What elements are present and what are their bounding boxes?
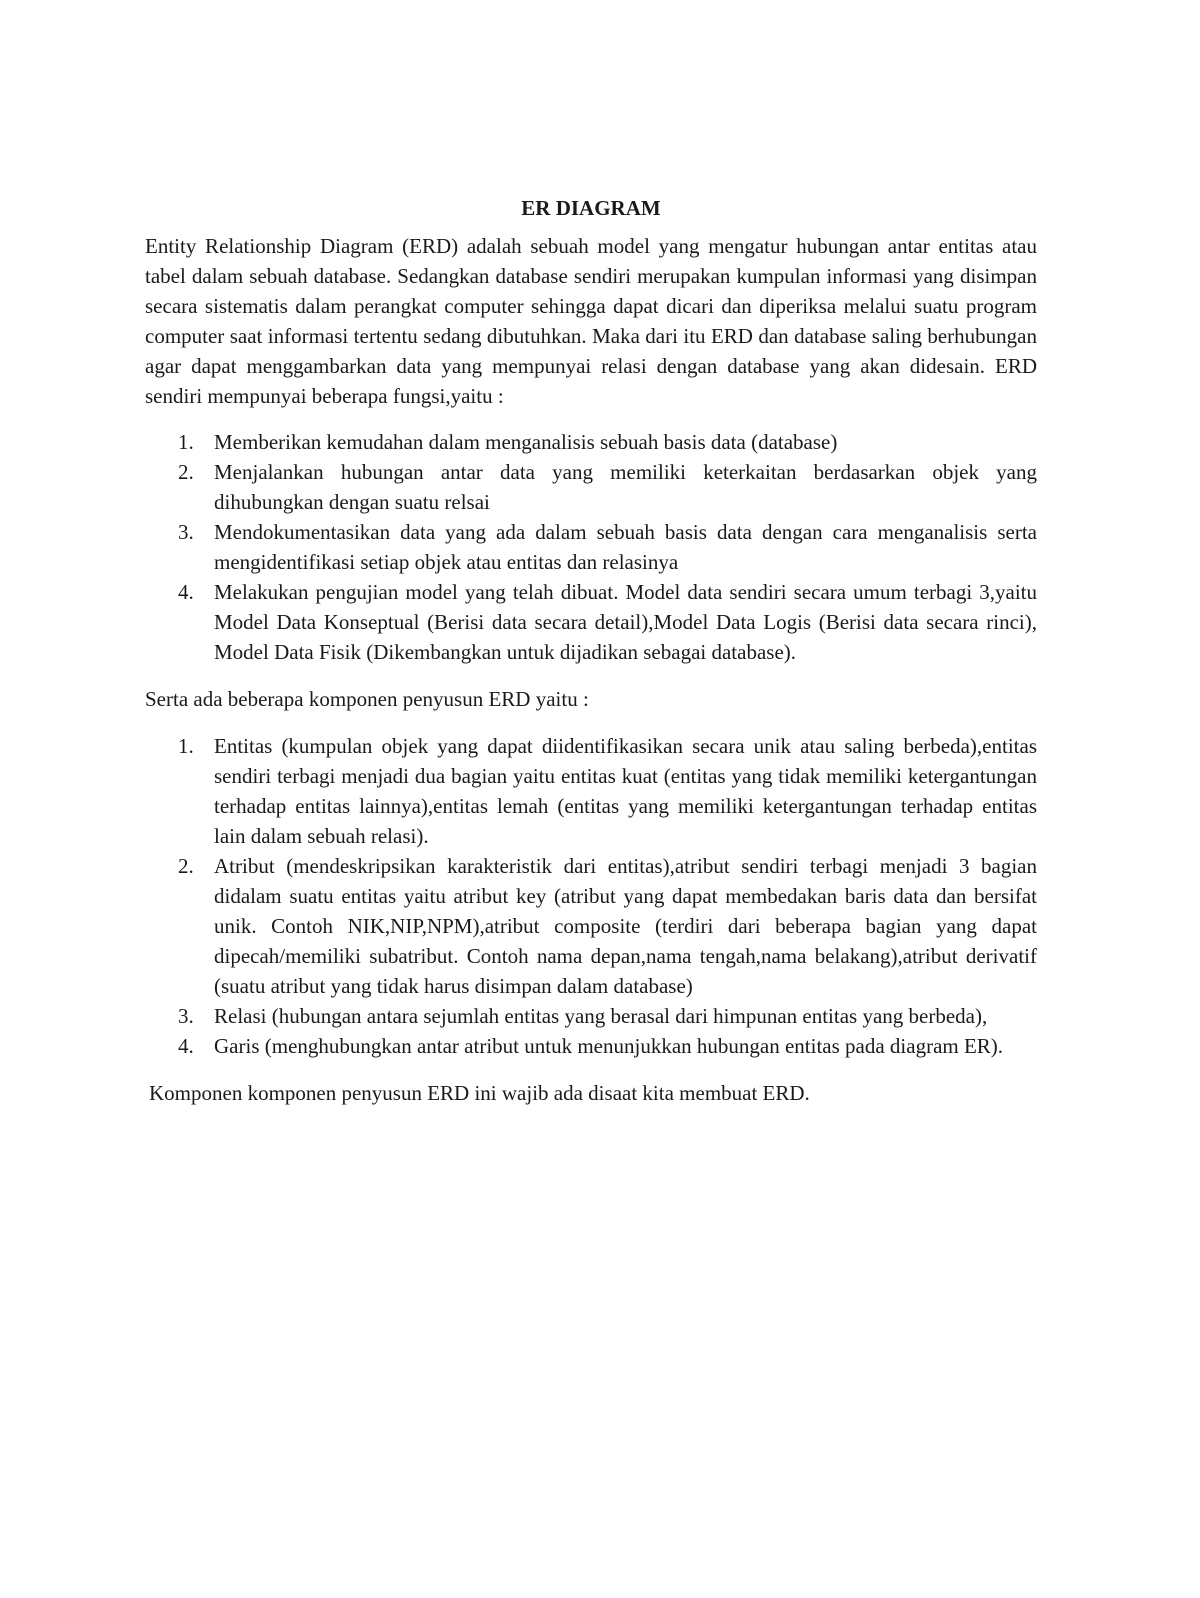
list-item-text: Memberikan kemudahan dalam menganalisis sebuah basis data (database) [214,430,838,454]
list-item-text: Entitas (kumpulan objek yang dapat diidentifikasikan secara unik atau saling berbeda),entitas sendiri terbagi menjadi dua bagian yaitu entitas kuat (entitas yang tidak memiliki ketergantungan terhadap entitas lainnya),entitas lemah (entitas yang memiliki ketergantungan terhadap entitas lain dalam sebuah relasi). [214,734,1037,848]
list-item-text: Garis (menghubungkan antar atribut untuk menunjukkan hubungan entitas pada diagram ER). [214,1034,1004,1058]
list-number: 4. [178,1034,194,1058]
list-number: 1. [178,734,194,758]
list-item [145,731,1037,851]
list-item-text: Atribut (mendeskripsikan karakteristik dari entitas),atribut sendiri terbagi menjadi 3 bagian didalam suatu entitas yaitu atribut key (atribut yang dapat membedakan baris data dan bersifat unik. Contoh NIK,NIP,NPM),atribut composite (terdiri dari beberapa bagian yang dapat dipecah/memiliki subatribut. Contoh nama depan,nama tengah,nama belakang),atribut derivatif (suatu atribut yang tidak harus disimpan dalam database) [214,854,1037,998]
list-number: 2. [178,460,194,484]
list-number: 4. [178,580,194,604]
list-number: 3. [178,520,194,544]
list-item-text: Relasi (hubungan antara sejumlah entitas yang berasal dari himpunan entitas yang berbeda), [214,1004,988,1028]
list-item [145,851,1037,1001]
list-item-text: Melakukan pengujian model yang telah dibuat. Model data sendiri secara umum terbagi 3,yaitu Model Data Konseptual (Berisi data secara detail),Model Data Logis (Berisi data secara rinci), Model Data Fisik (Dikembangkan untuk dijadikan sebagai database). [214,580,1037,664]
list-item [145,427,1037,457]
list-item [145,1031,1037,1061]
list-item [145,457,1037,517]
list-number: 2. [178,854,194,878]
list-item-text: Menjalankan hubungan antar data yang memiliki keterkaitan berdasarkan objek yang dihubungkan dengan suatu relsai [214,460,1037,514]
document-title: ER DIAGRAM [521,196,661,220]
functions-list [145,427,1037,667]
components-list [145,731,1037,1061]
list-item [145,1001,1037,1031]
list-number: 3. [178,1004,194,1028]
components-intro: Serta ada beberapa komponen penyusun ERD yaitu : [145,687,589,711]
list-number: 1. [178,430,194,454]
list-item [145,577,1037,667]
document-page [145,193,1037,1108]
closing-paragraph: Komponen komponen penyusun ERD ini wajib ada disaat kita membuat ERD. [149,1081,810,1105]
intro-paragraph: Entity Relationship Diagram (ERD) adalah sebuah model yang mengatur hubungan antar entitas atau tabel dalam sebuah database. Sedangkan database sendiri merupakan kumpulan informasi yang disimpan secara sistematis dalam perangkat computer sehingga dapat dicari dan diperiksa melalui suatu program computer saat informasi tertentu sedang dibutuhkan. Maka dari itu ERD dan database saling berhubungan agar dapat menggambarkan data yang mempunyai relasi dengan database yang akan didesain. ERD sendiri mempunyai beberapa fungsi,yaitu : [145,234,1037,408]
list-item-text: Mendokumentasikan data yang ada dalam sebuah basis data dengan cara menganalisis serta mengidentifikasi setiap objek atau entitas dan relasinya [214,520,1037,574]
list-item [145,517,1037,577]
